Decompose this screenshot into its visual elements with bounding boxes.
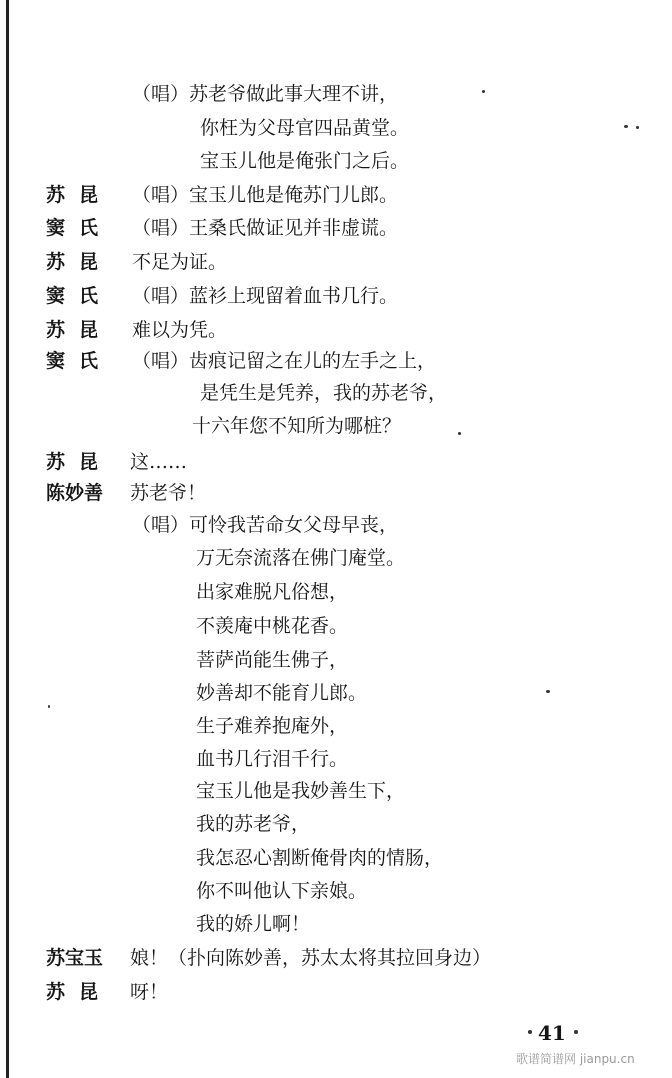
scan-speck bbox=[458, 432, 461, 435]
script-line bbox=[0, 247, 672, 277]
script-line bbox=[0, 943, 672, 973]
line-text: 十六年您不知所为哪桩？ bbox=[192, 415, 402, 437]
line-text: 我的娇儿啊！ bbox=[196, 913, 311, 935]
scan-speck bbox=[574, 1030, 578, 1034]
scan-speck bbox=[528, 1030, 532, 1034]
script-line bbox=[0, 678, 672, 708]
script-line bbox=[0, 543, 672, 573]
scan-speck bbox=[624, 125, 628, 128]
line-text: （唱）齿痕记留之在儿的左手之上， bbox=[132, 350, 437, 372]
line-text: 生子难养抱庵外， bbox=[196, 715, 349, 737]
line-text: 不足为证。 bbox=[132, 251, 228, 273]
speaker-name: 窦氏 bbox=[46, 285, 113, 307]
script-line bbox=[0, 478, 672, 508]
script-line bbox=[0, 809, 672, 839]
script-line bbox=[0, 909, 672, 939]
line-text: 我的苏老爷， bbox=[196, 813, 311, 835]
line-text: 不羡庵中桃花香。 bbox=[196, 615, 349, 637]
script-line bbox=[0, 281, 672, 311]
line-text: 妙善却不能育儿郎。 bbox=[196, 682, 368, 704]
line-text: （唱）宝玉儿他是俺苏门儿郎。 bbox=[132, 184, 399, 206]
script-line bbox=[0, 645, 672, 675]
speaker-name: 陈妙善 bbox=[46, 482, 104, 504]
line-text: 血书几行泪千行。 bbox=[196, 748, 349, 770]
scan-speck bbox=[636, 126, 639, 129]
speaker-name: 苏昆 bbox=[46, 451, 113, 473]
line-text: 苏老爷！ bbox=[130, 482, 207, 504]
speaker-name: 窦氏 bbox=[46, 350, 113, 372]
speaker-name: 苏昆 bbox=[46, 251, 113, 273]
line-text: 宝玉儿他是俺张门之后。 bbox=[200, 150, 410, 172]
page-number-value: 41 bbox=[538, 1021, 566, 1045]
script-line bbox=[0, 411, 672, 441]
line-text: 菩萨尚能生佛子， bbox=[196, 649, 349, 671]
speaker-name: 苏宝玉 bbox=[46, 947, 104, 969]
page-number bbox=[538, 1020, 566, 1046]
script-line bbox=[0, 346, 672, 376]
speaker-name: 窦氏 bbox=[46, 217, 113, 239]
script-line bbox=[0, 977, 672, 1007]
line-text: 呀！ bbox=[130, 981, 169, 1003]
line-text: 是凭生是凭养，我的苏老爷， bbox=[200, 382, 448, 404]
line-text: 宝玉儿他是我妙善生下， bbox=[196, 780, 406, 802]
script-line bbox=[0, 876, 672, 906]
line-text: 你不叫他认下亲娘。 bbox=[196, 880, 368, 902]
line-text: 难以为凭。 bbox=[132, 319, 228, 341]
line-text: 娘！（扑向陈妙善，苏太太将其拉回身边） bbox=[130, 947, 492, 969]
watermark: 歌谱简谱网 jianpu.cn bbox=[516, 1052, 635, 1066]
script-line bbox=[0, 744, 672, 774]
line-text: 你枉为父母官四品黄堂。 bbox=[200, 117, 410, 139]
line-text: （唱）苏老爷做此事大理不讲， bbox=[132, 83, 399, 105]
speaker-name: 苏昆 bbox=[46, 319, 113, 341]
script-line bbox=[0, 711, 672, 741]
speaker-name: 苏昆 bbox=[46, 184, 113, 206]
line-text: 出家难脱凡俗想， bbox=[196, 581, 349, 603]
scan-speck bbox=[482, 90, 485, 93]
script-line bbox=[0, 113, 672, 143]
speaker-name: 苏昆 bbox=[46, 981, 113, 1003]
script-line bbox=[0, 843, 672, 873]
script-line bbox=[0, 447, 672, 477]
line-text: 这…… bbox=[130, 451, 188, 473]
script-line bbox=[0, 213, 672, 243]
script-line bbox=[0, 378, 672, 408]
script-line bbox=[0, 510, 672, 540]
script-line bbox=[0, 577, 672, 607]
line-text: （唱）蓝衫上现留着血书几行。 bbox=[132, 285, 399, 307]
scan-speck bbox=[546, 690, 550, 693]
scan-speck bbox=[48, 705, 50, 708]
line-text: 万无奈流落在佛门庵堂。 bbox=[196, 547, 406, 569]
script-line bbox=[0, 776, 672, 806]
script-line bbox=[0, 146, 672, 176]
script-line bbox=[0, 315, 672, 345]
script-line bbox=[0, 79, 672, 109]
script-line bbox=[0, 180, 672, 210]
line-text: （唱）可怜我苦命女父母早丧， bbox=[132, 514, 399, 536]
line-text: （唱）王桑氏做证见并非虚谎。 bbox=[132, 217, 399, 239]
line-text: 我怎忍心割断俺骨肉的情肠， bbox=[196, 847, 444, 869]
script-line bbox=[0, 611, 672, 641]
